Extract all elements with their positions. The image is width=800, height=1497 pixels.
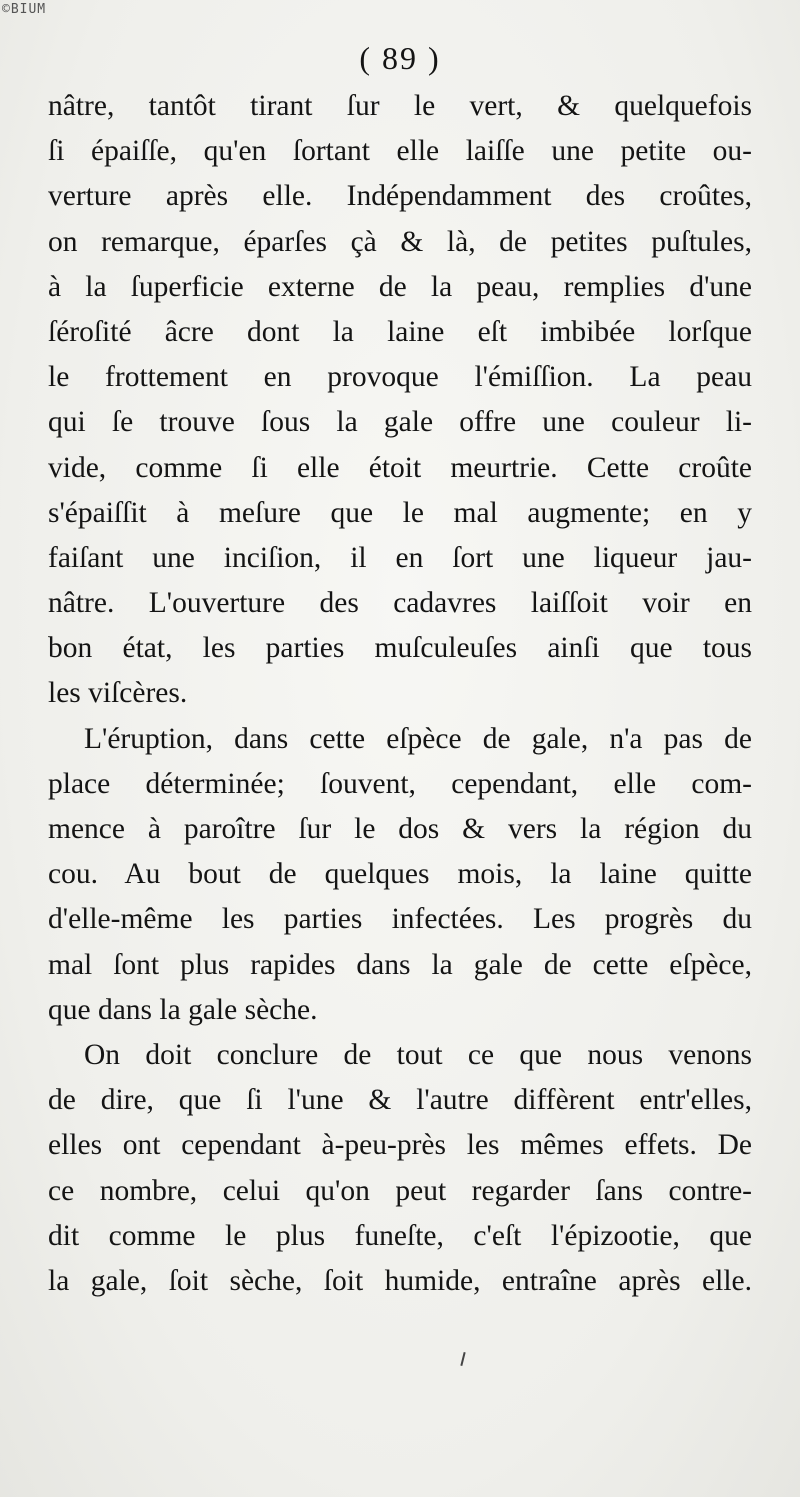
text-line: faiſant une inciſion, il en ſort une liqueur jau- (48, 541, 752, 574)
text-line: qui ſe trouve ſous la gale offre une couleur li- (48, 406, 752, 439)
text-line: s'épaiſſit à meſure que le mal augmente; en y (48, 496, 752, 529)
body-text (48, 84, 752, 1304)
page-number: ( 89 ) (359, 40, 441, 76)
text-line: la gale, ſoit sèche, ſoit humide, entraîne après elle. (48, 1264, 752, 1297)
text-line: ce nombre, celui qu'on peut regarder ſans contre- (48, 1174, 752, 1207)
text-line: L'éruption, dans cette eſpèce de gale, n'a pas de (84, 722, 752, 755)
text-line: bon état, les parties muſculeuſes ainſi que tous (48, 632, 752, 665)
text-line: que dans la gale sèche. (48, 993, 318, 1026)
text-line: cou. Au bout de quelques mois, la laine quitte (48, 858, 752, 891)
text-line: ſéroſité âcre dont la laine eſt imbibée lorſque (48, 315, 752, 348)
text-line: nâtre, tantôt tirant ſur le vert, & quelquefois (48, 90, 752, 122)
text-line: le frottement en provoque l'émiſſion. La peau (48, 361, 752, 394)
ink-speck (460, 1352, 465, 1366)
text-line: à la ſuperficie externe de la peau, remplies d'une (48, 270, 752, 303)
watermark: ©BIUM (2, 2, 47, 17)
text-line: verture après elle. Indépendamment des croûtes, (48, 180, 752, 213)
text-line: place déterminée; ſouvent, cependant, elle com- (48, 767, 752, 800)
text-line: mence à paroître ſur le dos & vers la région du (48, 813, 752, 845)
text-line: les viſcères. (48, 677, 188, 710)
text-line: nâtre. L'ouverture des cadavres laiſſoit voir en (48, 587, 752, 620)
text-line: ſi épaiſſe, qu'en ſortant elle laiſſe une petite ou- (48, 135, 752, 168)
text-line: mal ſont plus rapides dans la gale de cette eſpèce, (48, 948, 752, 981)
text-line: de dire, que ſi l'une & l'autre diffèrent entr'elles, (48, 1084, 752, 1117)
text-line: vide, comme ſi elle étoit meurtrie. Cette croûte (48, 451, 752, 484)
text-line: d'elle-même les parties infectées. Les progrès du (48, 903, 752, 936)
text-line: dit comme le plus funeſte, c'eſt l'épizootie, que (48, 1219, 752, 1252)
text-line: elles ont cependant à-peu-près les mêmes effets. De (48, 1129, 752, 1162)
text-line: on remarque, éparſes çà & là, de petites puſtules, (48, 225, 752, 258)
text-line: On doit conclure de tout ce que nous venons (84, 1038, 752, 1071)
